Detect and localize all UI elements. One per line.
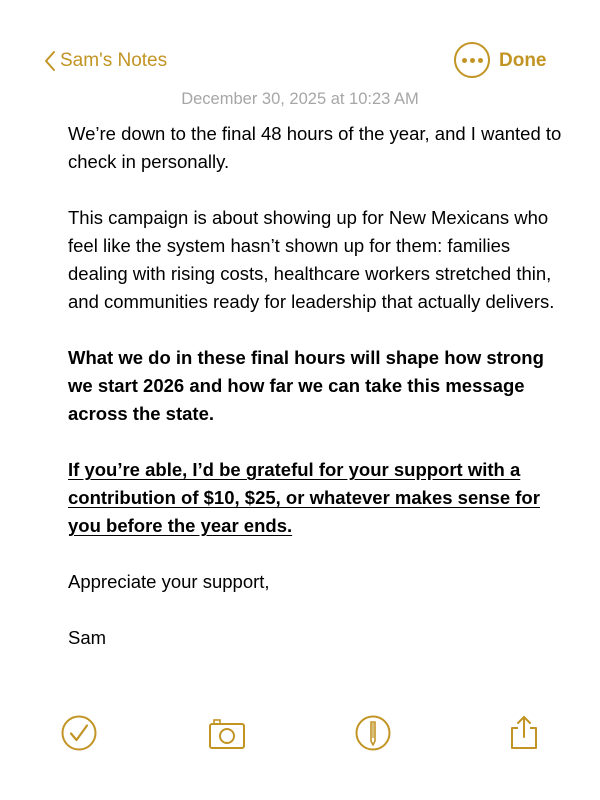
note-paragraph-underlined: If you’re able, I’d be grateful for your support with a contribution of $10, $25, or whatever makes sense for you before the year ends. — [68, 459, 540, 536]
markup-pen-icon — [354, 714, 392, 752]
checklist-button[interactable] — [60, 714, 98, 752]
chevron-left-icon — [44, 50, 56, 72]
markup-button[interactable] — [354, 714, 392, 752]
share-button[interactable] — [506, 714, 542, 752]
note-body[interactable] — [68, 120, 568, 652]
back-button[interactable] — [44, 48, 167, 74]
note-paragraph: Appreciate your support, — [68, 571, 270, 592]
ellipsis-icon — [462, 58, 467, 63]
back-button-label: Sam's Notes — [60, 50, 168, 71]
note-paragraph-bold: What we do in these final hours will shape how strong we start 2026 and how far we can take this message across the state. — [68, 347, 544, 424]
note-timestamp: December 30, 2025 at 10:23 AM — [181, 90, 419, 108]
camera-button[interactable] — [208, 714, 246, 752]
done-button[interactable]: Done — [499, 50, 547, 71]
note-paragraph: This campaign is about showing up for New Mexicans who feel like the system hasn’t shown up for them: families dealing with rising costs, healthcare workers stretched thin, and communities ready for leadership that actually delivers. — [68, 207, 555, 312]
navigation-bar — [0, 0, 600, 100]
camera-icon — [208, 714, 246, 752]
note-signature: Sam — [68, 627, 107, 648]
checklist-icon — [60, 714, 98, 752]
share-icon — [506, 714, 542, 752]
note-paragraph: We’re down to the final 48 hours of the year, and I wanted to check in personally. — [68, 123, 562, 172]
bottom-toolbar — [0, 710, 600, 760]
more-options-button[interactable] — [454, 42, 490, 78]
